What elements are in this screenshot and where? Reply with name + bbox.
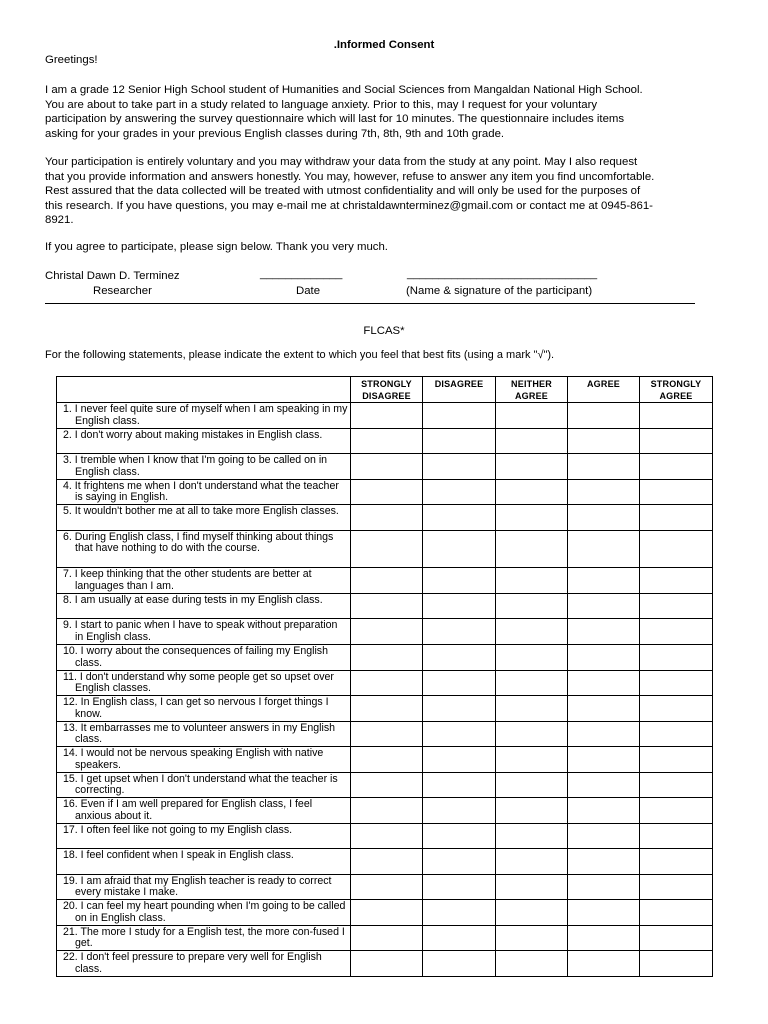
table-row [57,670,713,696]
response-cell-disagree[interactable] [423,530,496,568]
intro-line: asking for your grades in your previous English classes during 7th, 8th, 9th and 10th grade. [45,127,505,140]
statement-text: 14. I would not be nervous speaking English with native speakers. [57,747,351,773]
response-cell-strongly-agree[interactable] [640,530,713,568]
response-cell-disagree[interactable] [423,619,496,645]
response-cell-disagree[interactable] [423,823,496,849]
statement-text: 19. I am afraid that my English teacher is ready to correct every mistake I make. [57,874,351,900]
response-cell-neither-agree[interactable] [496,747,568,773]
response-cell-neither-agree[interactable] [496,772,568,798]
table-row [57,925,713,951]
statement-text: 18. I feel confident when I speak in English class. [57,849,351,875]
response-cell-agree[interactable] [568,593,640,619]
response-cell-neither-agree[interactable] [496,403,568,429]
statement-text: 1. I never feel quite sure of myself when I am speaking in my English class. [57,403,351,429]
statement-text: 22. I don't feel pressure to prepare very well for English class. [57,951,351,977]
table-row [57,951,713,977]
statement-text: 15. I get upset when I don't understand what the teacher is correcting. [57,772,351,798]
response-cell-neither-agree[interactable] [496,721,568,747]
statement-text: 11. I don't understand why some people get so upset over English classes. [57,670,351,696]
participation-paragraph [45,155,735,228]
response-cell-strongly-disagree[interactable] [351,644,423,670]
response-cell-disagree[interactable] [423,900,496,926]
sign-request: If you agree to participate, please sign below. Thank you very much. [45,241,388,253]
response-cell-strongly-agree[interactable] [640,747,713,773]
header-strongly-agree: STRONGLY AGREE [640,377,713,403]
response-cell-strongly-agree[interactable] [640,849,713,875]
response-cell-agree[interactable] [568,670,640,696]
table-row [57,593,713,619]
response-cell-strongly-agree[interactable] [640,721,713,747]
table-row [57,403,713,429]
header-neither-agree: NEITHER AGREE [496,377,568,403]
response-cell-disagree[interactable] [423,849,496,875]
response-cell-strongly-agree[interactable] [640,874,713,900]
response-cell-disagree[interactable] [423,772,496,798]
response-cell-agree[interactable] [568,772,640,798]
participation-line: that you provide information and answers honestly. You may, however, refuse to answer any item you find uncomfortable. [45,170,655,183]
table-row [57,505,713,531]
statement-text: 9. I start to panic when I have to speak without preparation in English class. [57,619,351,645]
statement-text: 8. I am usually at ease during tests in my English class. [57,593,351,619]
response-cell-strongly-disagree[interactable] [351,454,423,480]
response-cell-strongly-agree[interactable] [640,403,713,429]
response-cell-disagree[interactable] [423,593,496,619]
header-strongly-disagree: STRONGLY DISAGREE [351,377,423,403]
response-cell-neither-agree[interactable] [496,505,568,531]
response-cell-neither-agree[interactable] [496,644,568,670]
statement-text: 5. It wouldn't bother me at all to take more English classes. [57,505,351,531]
section-divider [45,303,695,304]
statement-header [57,377,351,403]
response-cell-strongly-agree[interactable] [640,479,713,505]
header-agree: AGREE [568,377,640,403]
response-cell-disagree[interactable] [423,798,496,824]
response-cell-agree[interactable] [568,619,640,645]
response-cell-agree[interactable] [568,951,640,977]
intro-line: You are about to take part in a study related to language anxiety. Prior to this, may I request for your voluntary [45,98,598,111]
participation-line: 8921. [45,214,74,227]
statement-text: 21. The more I study for a English test, the more con-fused I get. [57,925,351,951]
response-cell-neither-agree[interactable] [496,874,568,900]
statement-text: 16. Even if I am well prepared for English class, I feel anxious about it. [57,798,351,824]
response-cell-disagree[interactable] [423,721,496,747]
researcher-name: Christal Dawn D. Terminez [45,270,180,282]
response-cell-agree[interactable] [568,747,640,773]
statement-text: 3. I tremble when I know that I'm going to be called on in English class. [57,454,351,480]
header-disagree: DISAGREE [423,377,496,403]
response-cell-agree[interactable] [568,696,640,722]
response-cell-neither-agree[interactable] [496,696,568,722]
response-cell-strongly-disagree[interactable] [351,925,423,951]
table-row [57,823,713,849]
statement-text: 13. It embarrasses me to volunteer answers in my English class. [57,721,351,747]
response-cell-strongly-agree[interactable] [640,670,713,696]
table-row [57,772,713,798]
participant-label: (Name & signature of the participant) [406,285,593,297]
response-cell-disagree[interactable] [423,951,496,977]
table-row [57,747,713,773]
response-cell-strongly-disagree[interactable] [351,798,423,824]
statement-text: 17. I often feel like not going to my English class. [57,823,351,849]
statement-text: 4. It frightens me when I don't understand what the teacher is saying in English. [57,479,351,505]
response-cell-neither-agree[interactable] [496,849,568,875]
intro-line: participation by answering the survey questionnaire which will last for 10 minutes. The questionnaire includes items [45,113,625,126]
participation-line: Your participation is entirely voluntary and you may withdraw your data from the study at any point. May I also request [45,156,638,168]
table-row [57,644,713,670]
response-cell-neither-agree[interactable] [496,568,568,594]
response-cell-neither-agree[interactable] [496,900,568,926]
table-row [57,849,713,875]
statement-text: 20. I can feel my heart pounding when I'm going to be called on in English class. [57,900,351,926]
response-cell-strongly-disagree[interactable] [351,747,423,773]
response-cell-disagree[interactable] [423,568,496,594]
response-cell-neither-agree[interactable] [496,670,568,696]
intro-paragraph [45,83,735,141]
participation-line: Rest assured that the data collected will be treated with utmost confidentiality and will only be used for the purposes of [45,185,641,198]
response-cell-strongly-disagree[interactable] [351,479,423,505]
response-cell-neither-agree[interactable] [496,619,568,645]
researcher-label: Researcher [93,285,152,297]
statement-text: 6. During English class, I find myself thinking about things that have nothing to do with the course. [57,530,351,568]
response-cell-neither-agree[interactable] [496,823,568,849]
consent-title: .Informed Consent [333,39,435,51]
date-signature-line: _____________ [260,268,343,280]
response-cell-strongly-agree[interactable] [640,568,713,594]
table-row [57,428,713,454]
table-row [57,900,713,926]
response-cell-strongly-disagree[interactable] [351,721,423,747]
response-cell-strongly-disagree[interactable] [351,951,423,977]
statement-text: 10. I worry about the consequences of failing my English class. [57,644,351,670]
statement-text: 2. I don't worry about making mistakes in English class. [57,428,351,454]
response-cell-strongly-agree[interactable] [640,823,713,849]
table-header-row [57,377,713,403]
participation-line: this research. If you have questions, you may e-mail me at christaldawnterminez@gmail.com or contact me at 0945-861- [45,199,653,212]
response-cell-strongly-disagree[interactable] [351,823,423,849]
response-cell-strongly-agree[interactable] [640,772,713,798]
table-row [57,619,713,645]
response-cell-disagree[interactable] [423,454,496,480]
statement-text: 12. In English class, I can get so nervous I forget things I know. [57,696,351,722]
response-cell-strongly-agree[interactable] [640,428,713,454]
intro-line: I am a grade 12 Senior High School student of Humanities and Social Sciences from Mangaldan National High School. [45,84,643,96]
response-cell-strongly-agree[interactable] [640,619,713,645]
response-cell-strongly-agree[interactable] [640,925,713,951]
flcas-table [56,376,713,977]
response-cell-disagree[interactable] [423,505,496,531]
date-label: Date [296,285,321,297]
table-row [57,721,713,747]
response-cell-disagree[interactable] [423,874,496,900]
response-cell-strongly-disagree[interactable] [351,619,423,645]
response-cell-strongly-agree[interactable] [640,454,713,480]
response-cell-neither-agree[interactable] [496,951,568,977]
response-cell-neither-agree[interactable] [496,925,568,951]
response-cell-disagree[interactable] [423,747,496,773]
table-row [57,454,713,480]
response-cell-strongly-disagree[interactable] [351,900,423,926]
response-cell-agree[interactable] [568,454,640,480]
response-cell-agree[interactable] [568,721,640,747]
response-cell-strongly-disagree[interactable] [351,849,423,875]
response-cell-disagree[interactable] [423,925,496,951]
response-cell-strongly-disagree[interactable] [351,874,423,900]
survey-title: FLCAS* [363,325,405,337]
response-cell-neither-agree[interactable] [496,530,568,568]
response-cell-disagree[interactable] [423,644,496,670]
response-cell-neither-agree[interactable] [496,454,568,480]
response-cell-disagree[interactable] [423,479,496,505]
response-cell-strongly-agree[interactable] [640,593,713,619]
statement-text: 7. I keep thinking that the other students are better at languages than I am. [57,568,351,594]
response-cell-agree[interactable] [568,644,640,670]
response-cell-agree[interactable] [568,823,640,849]
response-cell-strongly-disagree[interactable] [351,403,423,429]
response-cell-neither-agree[interactable] [496,479,568,505]
response-cell-strongly-disagree[interactable] [351,593,423,619]
table-row [57,696,713,722]
response-cell-disagree[interactable] [423,403,496,429]
response-cell-strongly-disagree[interactable] [351,505,423,531]
response-cell-agree[interactable] [568,874,640,900]
response-cell-agree[interactable] [568,568,640,594]
response-cell-agree[interactable] [568,798,640,824]
response-cell-disagree[interactable] [423,696,496,722]
response-cell-agree[interactable] [568,428,640,454]
response-cell-strongly-agree[interactable] [640,696,713,722]
table-row [57,874,713,900]
response-cell-strongly-disagree[interactable] [351,428,423,454]
response-cell-strongly-agree[interactable] [640,505,713,531]
participant-signature-line: ______________________________ [407,268,598,280]
response-cell-strongly-agree[interactable] [640,951,713,977]
response-cell-strongly-disagree[interactable] [351,568,423,594]
response-cell-strongly-disagree[interactable] [351,772,423,798]
response-cell-strongly-disagree[interactable] [351,530,423,568]
table-row [57,568,713,594]
response-cell-neither-agree[interactable] [496,593,568,619]
response-cell-agree[interactable] [568,849,640,875]
table-row [57,798,713,824]
response-cell-agree[interactable] [568,900,640,926]
table-row [57,479,713,505]
response-cell-agree[interactable] [568,403,640,429]
response-cell-agree[interactable] [568,530,640,568]
table-row [57,530,713,568]
response-cell-neither-agree[interactable] [496,798,568,824]
response-cell-agree[interactable] [568,479,640,505]
response-cell-disagree[interactable] [423,428,496,454]
response-cell-strongly-agree[interactable] [640,798,713,824]
response-cell-strongly-disagree[interactable] [351,670,423,696]
survey-instructions: For the following statements, please indicate the extent to which you feel that best fits (using a mark "√"). [45,349,555,361]
response-cell-neither-agree[interactable] [496,428,568,454]
greeting: Greetings! [45,54,98,66]
response-cell-agree[interactable] [568,505,640,531]
response-cell-strongly-disagree[interactable] [351,696,423,722]
response-cell-disagree[interactable] [423,670,496,696]
response-cell-strongly-agree[interactable] [640,900,713,926]
response-cell-agree[interactable] [568,925,640,951]
response-cell-strongly-agree[interactable] [640,644,713,670]
